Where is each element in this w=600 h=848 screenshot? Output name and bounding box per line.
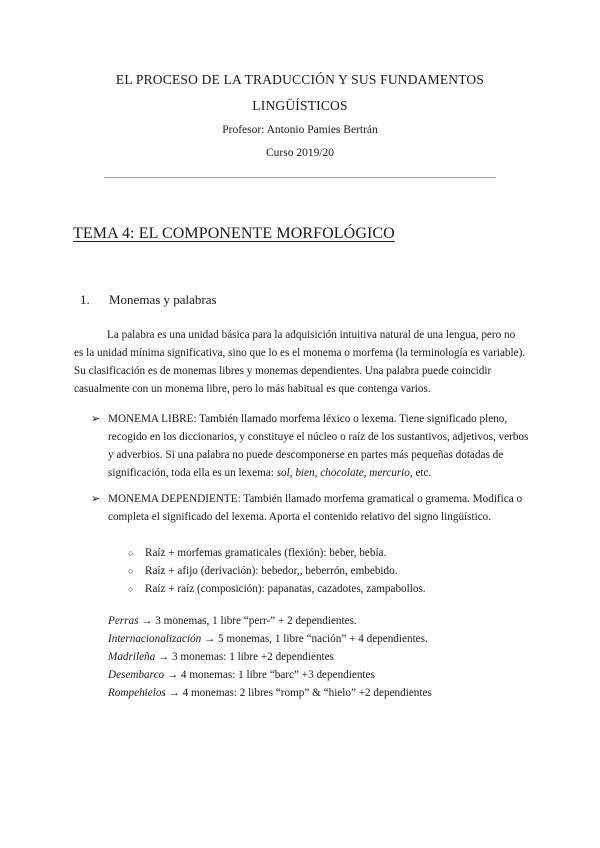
example-word: Internacionalización: [108, 633, 202, 645]
course-year: Curso 2019/20: [265, 147, 335, 159]
document-title-line1: EL PROCESO DE LA TRADUCCIÓN Y SUS FUNDAMENTOS: [115, 72, 485, 87]
bullet-monema-dependiente: MONEMA DEPENDIENTE: También llamado morfema gramatical o gramema. Modifica o completa el significado del lexema. Aporta el contenido relativo del signo lingüístico.: [108, 493, 523, 523]
example-line: [108, 630, 428, 648]
sub-item-derivacion: Raíz + afijo (derivación): bebedor,, beberrón, embebido.: [145, 565, 398, 577]
example-word: Desembarco: [108, 669, 165, 681]
example-desc: → 3 monemas, 1 libre “perr-” + 2 dependientes.: [141, 615, 357, 627]
sub-item-flexion: Raíz + morfemas gramaticales (flexión): beber, bebía.: [145, 547, 387, 559]
example-line: [108, 666, 375, 684]
example-word: Perras: [108, 615, 139, 627]
example-line: [108, 684, 432, 702]
bullet-monema-libre-text: MONEMA LIBRE: También llamado morfema léxico o lexema. Tiene significado pleno, recogido en los diccionarios, y constituye el núcleo o raíz de los sustantivos, adjetivos, verbos y adverbios. Si una palabra no puede descomponerse en partes más pequeñas dotadas de significación, toda ella es un lexema:: [108, 413, 529, 479]
bullet-monema-libre: [108, 410, 532, 482]
example-line: [108, 612, 357, 630]
lexema-examples: sol, bien, chocolate, mercurio: [276, 467, 410, 479]
sub-item-composicion: Raíz + raíz (composición): papanatas, cazadotes, zampabollos.: [145, 583, 426, 595]
example-desc: → 4 monemas: 1 libre “barc” +3 dependientes: [166, 669, 375, 681]
example-desc: → 5 monemas, 1 libre “nación” + 4 dependientes.: [204, 633, 428, 645]
arrow-bullet-icon: ➢: [91, 493, 101, 505]
example-desc: → 4 monemas: 2 libres “romp” & “hielo” +2 dependientes: [168, 687, 432, 699]
example-line: [108, 648, 334, 666]
circle-bullet-icon: ○: [128, 566, 134, 576]
arrow-bullet-icon: ➢: [91, 413, 101, 425]
header-divider: [104, 177, 496, 178]
bullet-monema-libre-end: , etc.: [409, 467, 432, 479]
intro-paragraph: La palabra es una unidad básica para la adquisición intuitiva natural de una lengua, pero no es la unidad mínima significativa, sino que lo es el monema o morfema (la terminología es variable). Su clasificación es de monemas libres y monemas dependientes. Una palabra puede coincidir casualmente con un monema libre, pero lo más habitual es que contenga varios.: [74, 329, 526, 395]
example-word: Rompehielos: [108, 687, 166, 699]
circle-bullet-icon: ○: [128, 548, 134, 558]
section-number: 1.: [80, 292, 90, 307]
example-desc: → 3 monemas: 1 libre +2 dependientes: [158, 651, 334, 663]
document-title-line2: LINGÜÍSTICOS: [252, 98, 348, 113]
professor-line: Profesor: Antonio Pamies Bertrán: [222, 124, 378, 136]
topic-heading: TEMA 4: EL COMPONENTE MORFOLÓGICO: [73, 225, 395, 242]
section-title: Monemas y palabras: [109, 292, 217, 307]
example-word: Madrileña: [108, 651, 156, 663]
circle-bullet-icon: ○: [128, 584, 134, 594]
